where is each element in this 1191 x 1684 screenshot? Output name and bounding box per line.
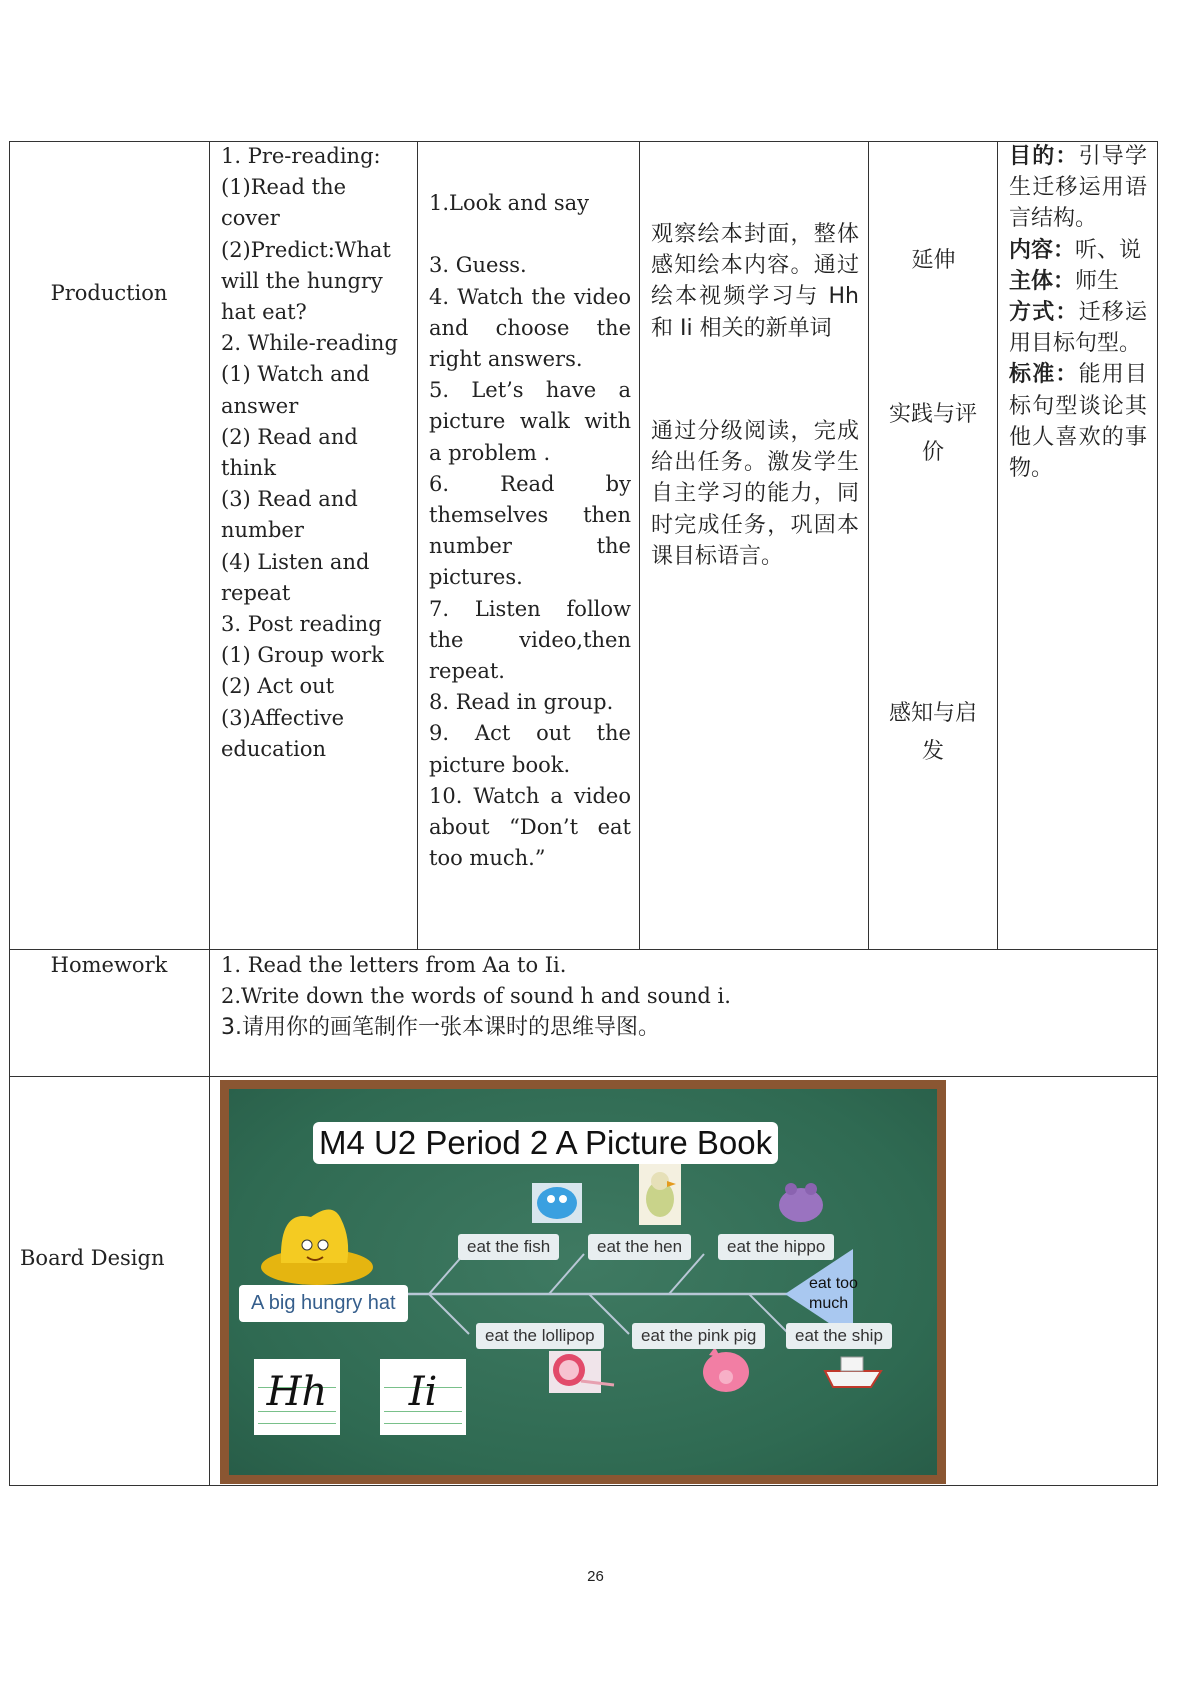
subject-text: 师生 — [1075, 268, 1120, 294]
tag-extension: 延伸 — [911, 248, 956, 273]
board-title: M4 U2 Period 2 A Picture Book — [313, 1122, 778, 1164]
hen-icon — [639, 1163, 681, 1225]
production-label-cell — [9, 141, 210, 950]
production-steps: 1. Pre-reading: (1)Read the cover (2)Predict:What will the hungry hat eat? 2. While-reading (1) Watch and answer (2) Read and think (3) Read and number (4) Listen and repeat 3. Post reading (1) Group work (2) Act out (3)Affective education — [221, 144, 398, 761]
production-tags-cell — [869, 141, 998, 950]
letter-ii: Ii — [408, 1369, 438, 1415]
homework-content-cell — [210, 950, 1158, 1077]
branch-eat-hen: eat the hen — [588, 1234, 691, 1260]
chalkboard — [229, 1089, 937, 1475]
hippo-icon — [779, 1183, 823, 1222]
branch-eat-pink-pig: eat the pink pig — [632, 1323, 765, 1349]
letter-card-ii — [380, 1359, 466, 1435]
board-design-label: Board Design — [20, 1246, 165, 1270]
letter-card-hh — [254, 1359, 340, 1435]
tag-practice-evaluation: 实践与评价 — [888, 402, 977, 465]
board-label-cell — [9, 1077, 210, 1486]
production-steps-cell — [210, 141, 418, 950]
standard-text: 能用目标句型谈论其他人喜欢的事物。 — [1009, 362, 1147, 482]
fish-icon — [532, 1183, 582, 1223]
homework-label-cell — [9, 950, 210, 1077]
production-activities: 1.Look and say 3. Guess. 4. Watch the video and choose the right answers. 5. Let’s have a picture walk with a problem . 6. Read by themselves then number the pictures. 7. Listen follow the video,then repeat. 8. Read in group. 9. Act out the picture book. 10. Watch a video about “Don’t eat too much.” — [429, 191, 631, 871]
homework-line-3: 3.请用你的画笔制作一张本课时的思维导图。 — [221, 1015, 660, 1040]
goal-block — [1009, 141, 1147, 484]
goal-text: 引导学生迁移运用语言结构。 — [1009, 144, 1147, 232]
content-text: 听、说 — [1075, 237, 1142, 263]
method-label: 方式： — [1009, 300, 1079, 326]
goal-label: 目的： — [1009, 144, 1079, 169]
production-intent-cell — [640, 141, 869, 950]
production-goal-cell — [998, 141, 1158, 950]
lollipop-icon — [549, 1351, 614, 1393]
production-intent-1: 观察绘本封面，整体感知绘本内容。通过绘本视频学习与 Hh 和 Ii 相关的新单词 — [651, 222, 859, 341]
branch-eat-hippo: eat the hippo — [718, 1234, 834, 1260]
production-intent-2: 通过分级阅读，完成给出任务。激发学生自主学习的能力，同时完成任务，巩固本课目标语言。 — [651, 419, 859, 569]
page-number: 26 — [587, 1568, 604, 1585]
standard-label: 标准： — [1009, 362, 1079, 388]
fish-head-label: eat too much — [809, 1275, 858, 1312]
homework-line-1: 1. Read the letters from Aa to Ii. — [221, 953, 567, 977]
tag-perception-inspiration: 感知与启发 — [888, 701, 977, 764]
letter-hh: Hh — [266, 1369, 328, 1415]
board-head-topic: A big hungry hat — [239, 1285, 408, 1322]
board-design-image — [220, 1080, 946, 1484]
method-text: 迁移运用目标句型。 — [1009, 300, 1147, 357]
subject-label: 主体： — [1009, 268, 1076, 294]
branch-eat-lollipop: eat the lollipop — [476, 1323, 604, 1349]
production-label: Production — [50, 281, 168, 305]
production-activities-cell — [418, 141, 640, 950]
pink-pig-icon — [703, 1347, 749, 1392]
homework-label: Homework — [50, 953, 168, 977]
homework-line-2: 2.Write down the words of sound h and sound i. — [221, 984, 731, 1008]
branch-eat-fish: eat the fish — [458, 1234, 559, 1260]
hungry-hat-icon — [261, 1209, 373, 1285]
content-label: 内容： — [1009, 237, 1076, 263]
ship-icon — [825, 1357, 881, 1387]
branch-eat-ship: eat the ship — [786, 1323, 892, 1349]
